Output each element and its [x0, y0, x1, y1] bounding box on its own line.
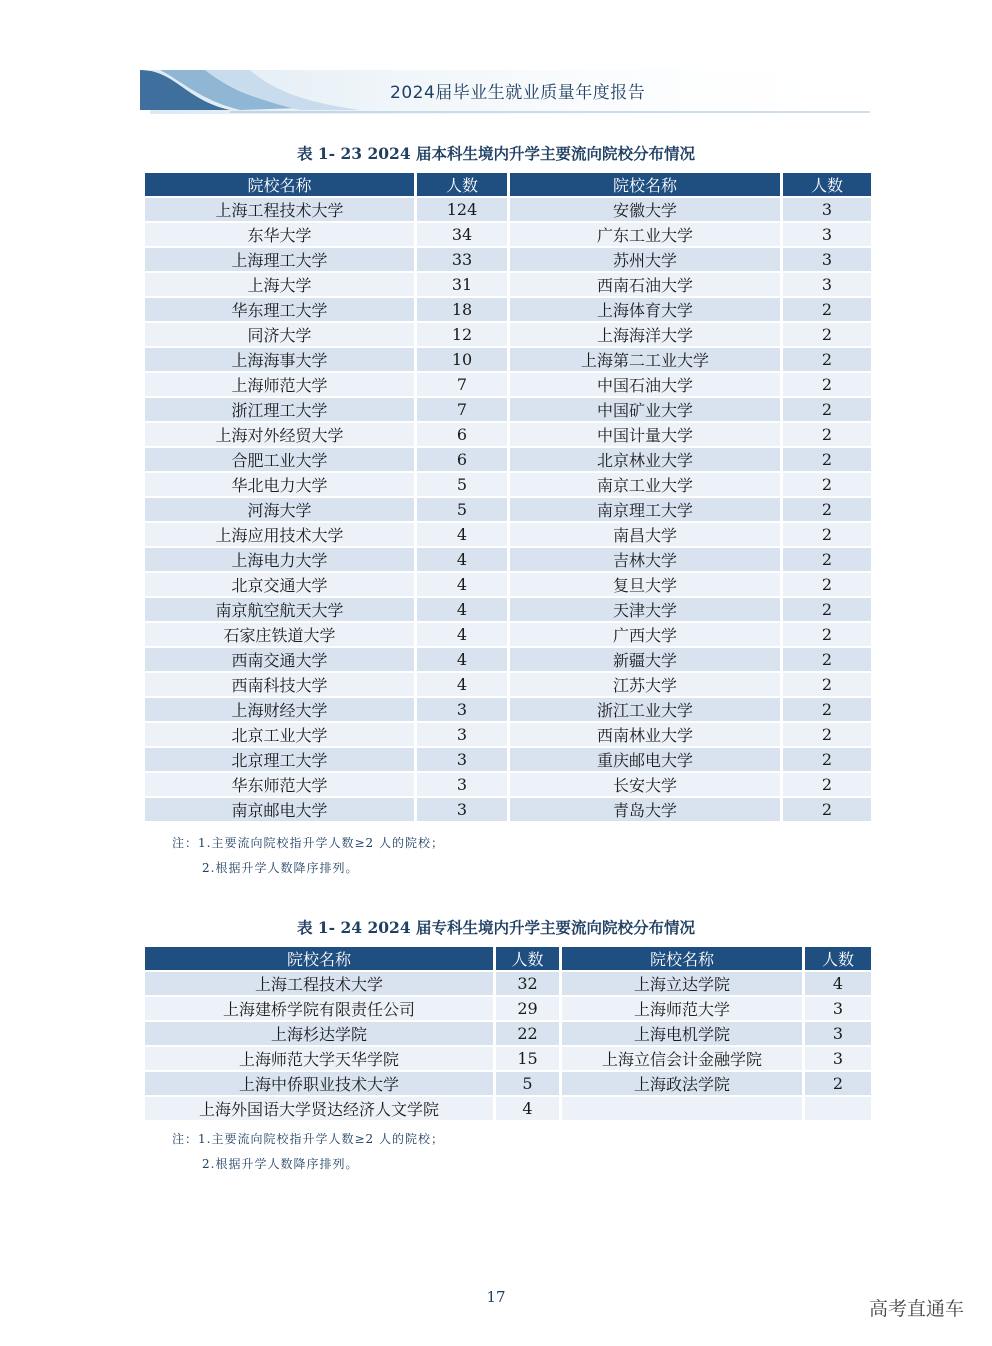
table-row	[145, 1097, 871, 1120]
cell-school: 上海师范大学天华学院	[145, 1047, 496, 1070]
column-header-school: 院校名称	[562, 947, 805, 970]
cell-count: 3	[783, 198, 871, 221]
cell-school: 上海工程技术大学	[145, 198, 417, 221]
cell-count: 18	[417, 298, 510, 321]
cell-count: 3	[783, 223, 871, 246]
cell-count: 4	[417, 523, 510, 546]
cell-count: 29	[496, 997, 562, 1020]
cell-count: 5	[417, 473, 510, 496]
cell-school: 上海应用技术大学	[145, 523, 417, 546]
cell-school: 苏州大学	[510, 248, 783, 271]
cell-count: 4	[417, 648, 510, 671]
table-row	[145, 773, 871, 796]
cell-count: 3	[805, 997, 871, 1020]
cell-count: 4	[496, 1097, 562, 1120]
cell-count: 2	[783, 648, 871, 671]
cell-count: 5	[496, 1072, 562, 1095]
table-row	[145, 448, 871, 471]
table-row	[145, 1022, 871, 1045]
cell-count: 2	[805, 1072, 871, 1095]
cell-school: 上海体育大学	[510, 298, 783, 321]
cell-school: 上海杉达学院	[145, 1022, 496, 1045]
cell-school: 浙江工业大学	[510, 698, 783, 721]
cell-count: 7	[417, 398, 510, 421]
table-row	[145, 523, 871, 546]
cell-count: 22	[496, 1022, 562, 1045]
cell-school: 上海政法学院	[562, 1072, 805, 1095]
cell-school: 重庆邮电大学	[510, 748, 783, 771]
cell-school: 华北电力大学	[145, 473, 417, 496]
table-row	[145, 997, 871, 1020]
cell-school: 西南石油大学	[510, 273, 783, 296]
cell-school: 上海师范大学	[562, 997, 805, 1020]
cell-count: 2	[783, 798, 871, 821]
cell-count: 33	[417, 248, 510, 271]
table-row	[145, 698, 871, 721]
cell-count: 4	[417, 673, 510, 696]
cell-school: 上海师范大学	[145, 373, 417, 396]
cell-count: 3	[805, 1022, 871, 1045]
cell-school: 中国计量大学	[510, 423, 783, 446]
cell-school: 上海大学	[145, 273, 417, 296]
cell-count: 2	[783, 473, 871, 496]
cell-school: 上海外国语大学贤达经济人文学院	[145, 1097, 496, 1120]
cell-school: 中国矿业大学	[510, 398, 783, 421]
cell-school: 南京邮电大学	[145, 798, 417, 821]
cell-count: 7	[417, 373, 510, 396]
cell-count: 124	[417, 198, 510, 221]
report-title: 2024届毕业生就业质量年度报告	[390, 83, 646, 103]
cell-count: 2	[783, 323, 871, 346]
table-row	[145, 748, 871, 771]
cell-school: 上海理工大学	[145, 248, 417, 271]
table-row	[145, 498, 871, 521]
cell-count: 6	[417, 423, 510, 446]
table-row	[145, 972, 871, 995]
cell-count: 15	[496, 1047, 562, 1070]
cell-count: 2	[783, 598, 871, 621]
column-header-school: 院校名称	[145, 173, 417, 196]
cell-school: 上海财经大学	[145, 698, 417, 721]
cell-school: 南京工业大学	[510, 473, 783, 496]
cell-count: 4	[417, 573, 510, 596]
cell-school	[562, 1097, 805, 1120]
table-row	[145, 548, 871, 571]
table-row	[145, 198, 871, 221]
cell-count: 2	[783, 298, 871, 321]
cell-school: 南京航空航天大学	[145, 598, 417, 621]
cell-count: 2	[783, 423, 871, 446]
cell-count: 3	[417, 773, 510, 796]
cell-count: 2	[783, 548, 871, 571]
cell-count: 3	[417, 798, 510, 821]
cell-school: 河海大学	[145, 498, 417, 521]
column-header-count: 人数	[496, 947, 562, 970]
cell-school: 浙江理工大学	[145, 398, 417, 421]
cell-count: 2	[783, 673, 871, 696]
cell-count: 4	[417, 548, 510, 571]
cell-school: 北京交通大学	[145, 573, 417, 596]
table1-note-2: 2.根据升学人数降序排列。	[202, 861, 359, 875]
table-row	[145, 348, 871, 371]
cell-count: 2	[783, 723, 871, 746]
table-row	[145, 473, 871, 496]
cell-school: 上海海事大学	[145, 348, 417, 371]
cell-school: 上海电机学院	[562, 1022, 805, 1045]
cell-school: 上海海洋大学	[510, 323, 783, 346]
cell-count: 12	[417, 323, 510, 346]
cell-count: 4	[417, 623, 510, 646]
cell-school: 中国石油大学	[510, 373, 783, 396]
cell-school: 广西大学	[510, 623, 783, 646]
table-row	[145, 573, 871, 596]
page-number: 17	[486, 1288, 506, 1306]
cell-school: 江苏大学	[510, 673, 783, 696]
column-header-count: 人数	[805, 947, 871, 970]
table1-undergraduate-destinations	[145, 171, 871, 823]
table-row	[145, 423, 871, 446]
cell-school: 南京理工大学	[510, 498, 783, 521]
cell-school: 上海中侨职业技术大学	[145, 1072, 496, 1095]
cell-count: 10	[417, 348, 510, 371]
cell-school: 华东理工大学	[145, 298, 417, 321]
cell-school: 安徽大学	[510, 198, 783, 221]
cell-school: 上海电力大学	[145, 548, 417, 571]
cell-count: 4	[417, 598, 510, 621]
table1-note-1: 注：1.主要流向院校指升学人数≥2 人的院校；	[172, 836, 444, 850]
cell-count: 3	[805, 1047, 871, 1070]
cell-count: 2	[783, 748, 871, 771]
cell-count: 31	[417, 273, 510, 296]
table-row	[145, 398, 871, 421]
cell-school: 合肥工业大学	[145, 448, 417, 471]
table-row	[145, 373, 871, 396]
page-header	[0, 0, 992, 118]
cell-school: 西南交通大学	[145, 648, 417, 671]
cell-count: 2	[783, 373, 871, 396]
cell-count: 3	[417, 698, 510, 721]
table2-college-destinations	[145, 945, 871, 1122]
cell-count: 3	[783, 273, 871, 296]
cell-count: 4	[805, 972, 871, 995]
cell-school: 华东师范大学	[145, 773, 417, 796]
column-header-count: 人数	[417, 173, 510, 196]
cell-school: 上海立达学院	[562, 972, 805, 995]
cell-school: 广东工业大学	[510, 223, 783, 246]
cell-school: 新疆大学	[510, 648, 783, 671]
table-row	[145, 673, 871, 696]
table-row	[145, 273, 871, 296]
cell-count: 3	[417, 748, 510, 771]
table-row	[145, 623, 871, 646]
column-header-count: 人数	[783, 173, 871, 196]
cell-count: 2	[783, 498, 871, 521]
cell-school: 长安大学	[510, 773, 783, 796]
cell-school: 北京工业大学	[145, 723, 417, 746]
cell-school: 北京林业大学	[510, 448, 783, 471]
cell-school: 东华大学	[145, 223, 417, 246]
cell-school: 上海立信会计金融学院	[562, 1047, 805, 1070]
cell-count: 6	[417, 448, 510, 471]
table-row	[145, 223, 871, 246]
cell-school: 上海第二工业大学	[510, 348, 783, 371]
watermark: 高考直通车	[868, 1298, 964, 1320]
cell-count: 3	[417, 723, 510, 746]
cell-count: 2	[783, 698, 871, 721]
table-row	[145, 248, 871, 271]
cell-school: 北京理工大学	[145, 748, 417, 771]
cell-school: 同济大学	[145, 323, 417, 346]
cell-school: 上海工程技术大学	[145, 972, 496, 995]
cell-school: 复旦大学	[510, 573, 783, 596]
table2-caption: 表 1- 24 2024 届专科生境内升学主要流向院校分布情况	[296, 918, 695, 937]
cell-school: 石家庄铁道大学	[145, 623, 417, 646]
cell-school: 西南科技大学	[145, 673, 417, 696]
cell-count: 2	[783, 348, 871, 371]
cell-count: 2	[783, 773, 871, 796]
column-header-school: 院校名称	[145, 947, 496, 970]
cell-count: 2	[783, 398, 871, 421]
table-header-row	[145, 947, 871, 970]
table1-caption: 表 1- 23 2024 届本科生境内升学主要流向院校分布情况	[296, 144, 695, 163]
cell-count: 32	[496, 972, 562, 995]
table-header-row	[145, 173, 871, 196]
table2-note-1: 注：1.主要流向院校指升学人数≥2 人的院校；	[172, 1132, 444, 1146]
table-row	[145, 648, 871, 671]
cell-school: 天津大学	[510, 598, 783, 621]
cell-school: 南昌大学	[510, 523, 783, 546]
table-row	[145, 1072, 871, 1095]
table-row	[145, 323, 871, 346]
table-row	[145, 598, 871, 621]
cell-school: 西南林业大学	[510, 723, 783, 746]
cell-school: 上海建桥学院有限责任公司	[145, 997, 496, 1020]
cell-school: 青岛大学	[510, 798, 783, 821]
table-row	[145, 723, 871, 746]
cell-count: 2	[783, 523, 871, 546]
cell-count: 2	[783, 623, 871, 646]
cell-count: 34	[417, 223, 510, 246]
table2-note-2: 2.根据升学人数降序排列。	[202, 1157, 359, 1171]
table-row	[145, 798, 871, 821]
cell-school: 吉林大学	[510, 548, 783, 571]
table-row	[145, 298, 871, 321]
cell-count: 5	[417, 498, 510, 521]
table-row	[145, 1047, 871, 1070]
cell-count: 2	[783, 448, 871, 471]
cell-count: 3	[783, 248, 871, 271]
column-header-school: 院校名称	[510, 173, 783, 196]
cell-count: 2	[783, 573, 871, 596]
cell-school: 上海对外经贸大学	[145, 423, 417, 446]
cell-count	[805, 1097, 871, 1120]
